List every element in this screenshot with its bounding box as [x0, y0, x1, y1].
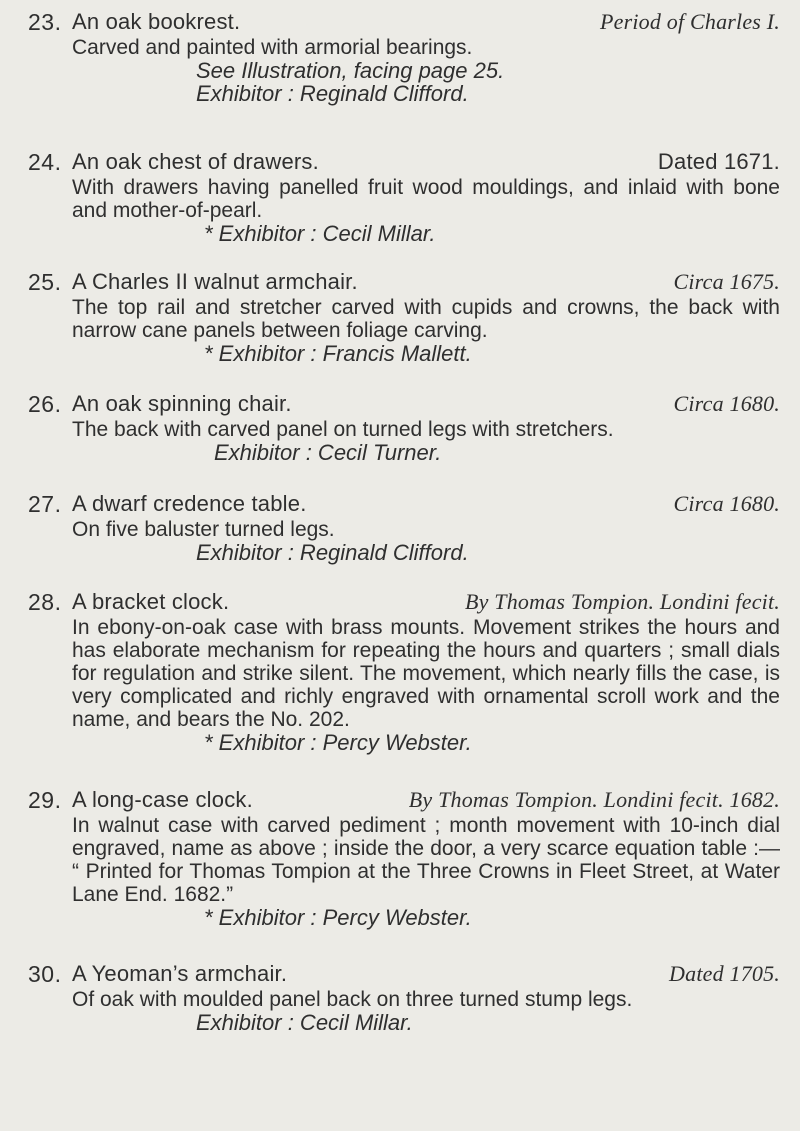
entry-heading: [72, 8, 780, 36]
entry-description: On five baluster turned legs.: [72, 518, 335, 541]
entry-description: The back with carved panel on turned legs with stretchers.: [72, 418, 614, 441]
entry-heading: [72, 268, 780, 296]
entry-title: An oak chest of drawers.: [72, 149, 319, 174]
entry-number: 24.: [28, 149, 62, 175]
entry-date: Circa 1680.: [673, 491, 780, 516]
entry-number: 23.: [28, 9, 62, 35]
entry-date: Dated 1705.: [669, 961, 780, 986]
catalogue-entry: [28, 390, 780, 464]
entry-date: By Thomas Tompion. Londini fecit. 1682.: [408, 787, 780, 812]
entry-exhibitor: * Exhibitor : Percy Webster.: [204, 730, 472, 755]
catalogue-entry: [28, 960, 780, 1034]
entry-date: Dated 1671.: [657, 149, 780, 174]
entry-heading: [72, 490, 780, 518]
entry-exhibitor: * Exhibitor : Percy Webster.: [204, 905, 472, 930]
catalogue-entry: [28, 268, 780, 365]
entry-exhibitor: Exhibitor : Cecil Millar.: [196, 1010, 413, 1035]
entry-description: Carved and painted with armorial bearings.: [72, 36, 473, 59]
entry-title: A Charles II walnut armchair.: [72, 269, 358, 294]
catalogue-entry: [28, 588, 780, 754]
entry-number: 30.: [28, 961, 62, 987]
entry-date: Circa 1675.: [673, 269, 780, 294]
entry-number: 28.: [28, 589, 62, 615]
entry-heading: [72, 588, 780, 616]
entry-description: The top rail and stretcher carved with cupids and crowns, the back with narrow cane panels between foliage carving.: [72, 296, 780, 342]
entry-description: With drawers having panelled fruit wood mouldings, and inlaid with bone and mother-of-pearl.: [72, 176, 780, 222]
entry-number: 27.: [28, 491, 62, 517]
entry-description: Of oak with moulded panel back on three turned stump legs.: [72, 988, 633, 1011]
entry-heading: [72, 960, 780, 988]
entry-exhibitor: Exhibitor : Cecil Turner.: [214, 440, 442, 465]
catalogue-entry: [28, 786, 780, 929]
entry-exhibitor: * Exhibitor : Francis Mallett.: [204, 341, 472, 366]
entry-description: In ebony-on-oak case with brass mounts. Movement strikes the hours and has elaborate mechanism for repeating the hours and quarters ; small dials for regulation and strike silent. The movement, which nearly fills the case, is very complicated and richly engraved with ornamental scroll work and the name, and bears the No. 202.: [72, 616, 780, 731]
entry-number: 29.: [28, 787, 62, 813]
entry-date: Circa 1680.: [673, 391, 780, 416]
entry-heading: [72, 390, 780, 418]
entry-exhibitor: Exhibitor : Reginald Clifford.: [196, 540, 469, 565]
entry-exhibitor: Exhibitor : Reginald Clifford.: [196, 81, 469, 106]
entry-date: By Thomas Tompion. Londini fecit.: [464, 589, 780, 614]
entry-description: In walnut case with carved pediment ; month movement with 10-inch dial engraved, name as above ; inside the door, a very scarce equation table :— “ Printed for Thomas Tompion at the Three Crowns in Fleet Street, at Water Lane End. 1682.”: [72, 814, 780, 906]
catalogue-entry: [28, 8, 780, 105]
catalogue-entry: [28, 490, 780, 564]
entry-title: A dwarf credence table.: [72, 491, 307, 516]
entry-heading: [72, 786, 780, 814]
entry-title: An oak bookrest.: [72, 9, 241, 34]
entry-date: Period of Charles I.: [600, 9, 780, 34]
entry-exhibitor: * Exhibitor : Cecil Millar.: [204, 221, 436, 246]
entry-title: A long-case clock.: [72, 787, 253, 812]
entry-heading: [72, 148, 780, 176]
entry-number: 25.: [28, 269, 62, 295]
entry-title: An oak spinning chair.: [72, 391, 292, 416]
catalogue-entry: [28, 148, 780, 245]
entry-number: 26.: [28, 391, 62, 417]
entry-title: A bracket clock.: [72, 589, 230, 614]
entry-illustration-note: See Illustration, facing page 25.: [196, 58, 505, 83]
entry-title: A Yeoman’s armchair.: [72, 961, 288, 986]
